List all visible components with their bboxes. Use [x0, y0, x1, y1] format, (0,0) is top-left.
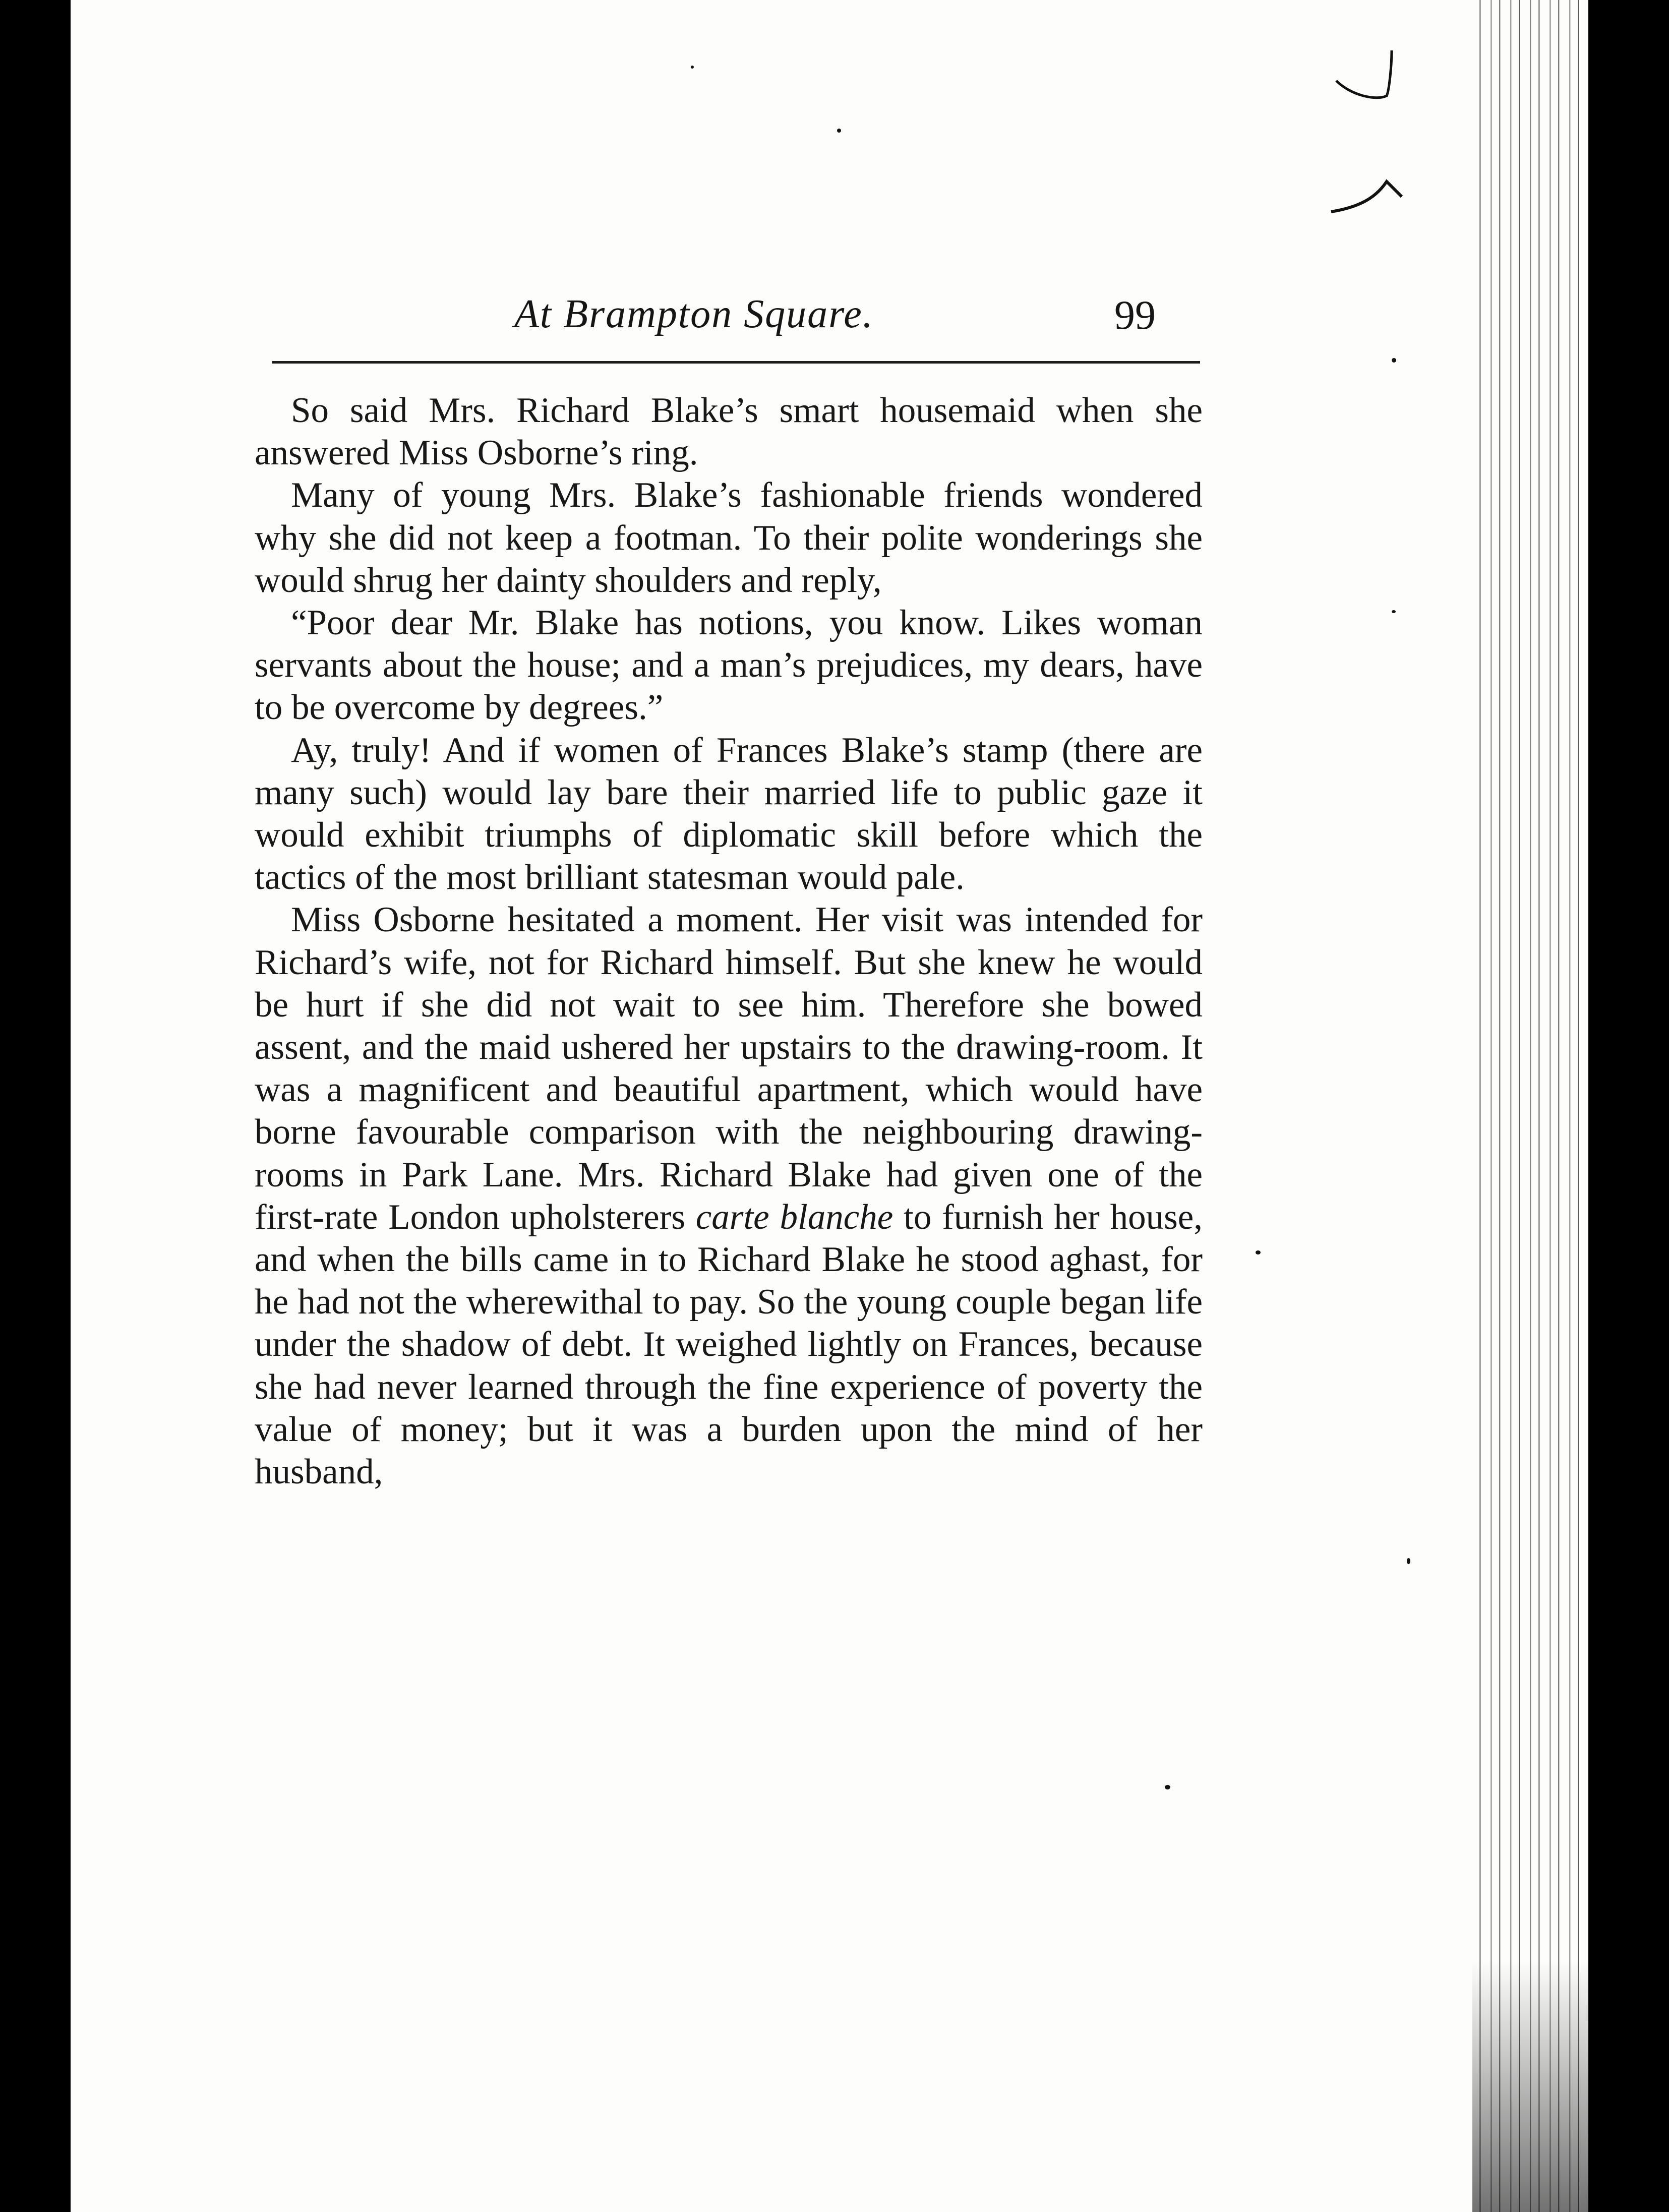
margin-pencil-mark [1321, 45, 1472, 237]
header-rule [272, 361, 1200, 364]
ink-speck [1407, 1558, 1410, 1564]
page-edge-shadow [1472, 1960, 1588, 2212]
ink-speck [1165, 1785, 1170, 1789]
running-head [419, 282, 1205, 338]
ink-speck [1392, 358, 1396, 363]
ink-speck [837, 129, 841, 133]
page-edge-stack [1472, 0, 1588, 2212]
ink-speck [1392, 610, 1396, 613]
paragraph: Many of young Mrs. Blake’s fashionable friends wondered why she did not keep a footman. To their polite wonderings she would shrug her dainty shoulders and reply, [255, 475, 1203, 600]
paragraph: So said Mrs. Richard Blake’s smart housemaid when she answered Miss Osborne’s ring. [255, 391, 1203, 473]
paragraph-text: to furnish her house, and when the bills came in to Richard Blake he stood aghast, for he had not the wherewithal to pay. So the young couple began life under the shadow of debt. It weighed lightly on Frances, because she had never learned through the fine experience of poverty the value of money; but it was a burden upon the mind of her husband, [255, 1197, 1203, 1492]
paragraph [255, 899, 1203, 1493]
body-text [255, 389, 1203, 1493]
book-page [71, 0, 1472, 2212]
italic-phrase: carte blanche [695, 1197, 893, 1237]
paragraph-text: Miss Osborne hesitated a moment. Her visit was intended for Richard’s wife, not for Richard himself. But she knew he would be hurt if she did not wait to see him. Therefore she bowed assent, and the maid ushered her upstairs to the drawing-room. It was a magnificent and beautiful apartment, which would have borne favourable comparison with the neighbouring drawing-rooms in Park Lane. Mrs. Richard Blake had given one of the first-rate London upholsterers [255, 900, 1203, 1237]
paragraph: “Poor dear Mr. Blake has notions, you know. Likes woman servants about the house; and a man’s prejudices, my dears, have to be overcome by degrees.” [255, 603, 1203, 728]
paragraph: Ay, truly! And if women of Frances Blake’s stamp (there are many such) would lay bare their married life to public gaze it would exhibit triumphs of diplomatic skill before which the tactics of the most brilliant statesman would pale. [255, 730, 1203, 898]
ink-speck [1256, 1250, 1261, 1254]
ink-speck [691, 66, 694, 69]
page-number: 99 [1114, 292, 1156, 338]
running-title: At Brampton Square. [514, 292, 874, 336]
page-gutter [71, 0, 90, 2212]
